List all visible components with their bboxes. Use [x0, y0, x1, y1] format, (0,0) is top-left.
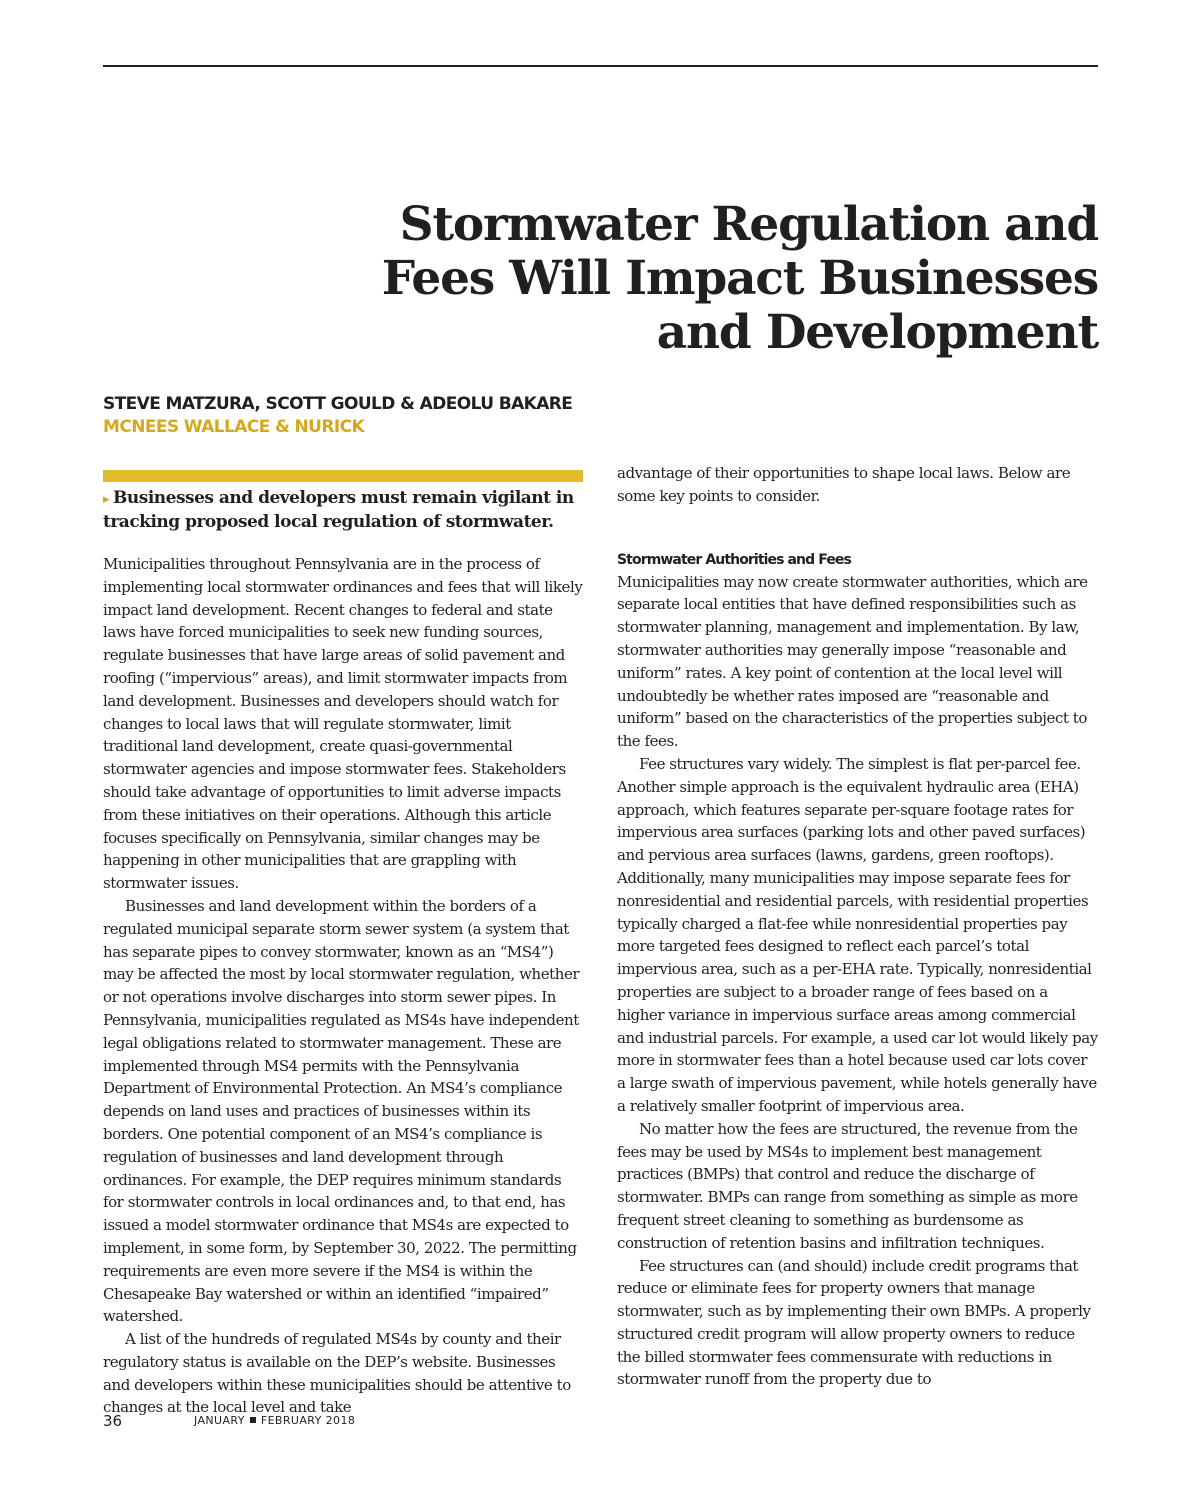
- page-number: 36: [103, 1412, 123, 1430]
- title-line-2: Fees Will Impact Businesses: [381, 251, 1098, 306]
- pullquote-bar: [103, 470, 583, 482]
- pullquote-arrow-icon: ▸: [103, 492, 110, 507]
- top-rule: [103, 65, 1098, 67]
- right-paragraph-1: Municipalities may now create stormwater authorities, which are separate local entities that have defined responsibilities such as stormwater planning, management and implementation. By law, stormwater authorities may generally impose “reasonable and uniform” rates. A key point of contention at the local level will undoubtedly be whether rates imposed are “reasonable and uniform” based on the characteristics of the properties subject to the fees.: [617, 572, 1088, 751]
- title-line-1: Stormwater Regulation and: [399, 197, 1098, 252]
- pullquote: [103, 487, 585, 533]
- article-authors: STEVE MATZURA, SCOTT GOULD & ADEOLU BAKARE: [103, 394, 573, 414]
- right-paragraph-3: No matter how the fees are structured, the revenue from the fees may be used by MS4s to implement best management practices (BMPs) that control and reduce the discharge of stormwater. BMPs can range from something as simple as more frequent street cleaning to something as burdensome as construction of retention basins and infiltration techniques.: [617, 1119, 1078, 1252]
- right-continuation: advantage of their opportunities to shape local laws. Below are some key points to consider.: [617, 464, 1071, 505]
- separator-square-icon: [250, 1417, 256, 1423]
- left-paragraph-2: Businesses and land development within the borders of a regulated municipal separate storm sewer system (a system that has separate pipes to convey stormwater, known as an “MS4”) may be affected the most by local stormwater regulation, whether or not operations involve discharges into storm sewer pipes. In Pennsylvania, municipalities regulated as MS4s have independent legal obligations related to stormwater management. These are implemented through MS4 permits with the Pennsylvania Department of Environmental Protection. An MS4’s compliance depends on land uses and practices of businesses within its borders. One potential component of an MS4’s compliance is regulation of businesses and land development through ordinances. For example, the DEP requires minimum standards for stormwater controls in local ordinances and, to that end, has issued a model stormwater ordinance that MS4s are expected to implement, in some form, by September 30, 2022. The permitting requirements are even more severe if the MS4 is within the Chesapeake Bay watershed or within an identified “impaired” watershed.: [103, 896, 580, 1326]
- section-subhead: Stormwater Authorities and Fees: [617, 551, 851, 568]
- left-column: [103, 553, 585, 1419]
- title-line-3: and Development: [656, 305, 1098, 360]
- issue-date: [194, 1414, 355, 1427]
- right-paragraph-4: Fee structures can (and should) include credit programs that reduce or eliminate fees for property owners that manage stormwater, such as by implementing their own BMPs. A properly structured credit program will allow property owners to reduce the billed stormwater fees commensurate with reductions in stormwater runoff from the property due to: [617, 1256, 1091, 1389]
- issue-month-1: JANUARY: [194, 1414, 245, 1427]
- pullquote-text: Businesses and developers must remain vigilant in tracking proposed local regulation of stormwater.: [103, 488, 574, 532]
- left-paragraph-3: A list of the hundreds of regulated MS4s by county and their regulatory status is available on the DEP’s website. Businesses and developers within these municipalities should be attentive to changes at the local level and take: [103, 1330, 571, 1417]
- article-title: [338, 198, 1098, 360]
- left-paragraph-1: Municipalities throughout Pennsylvania are in the process of implementing local stormwater ordinances and fees that will likely impact land development. Recent changes to federal and state laws have forced municipalities to seek new funding sources, regulate businesses that have large areas of solid pavement and roofing (“impervious” areas), and limit stormwater impacts from land development. Businesses and developers should watch for changes to local laws that will regulate stormwater, limit traditional land development, create quasi-governmental stormwater agencies and impose stormwater fees. Stakeholders should take advantage of opportunities to limit adverse impacts from these initiatives on their operations. Although this article focuses specifically on Pennsylvania, similar changes may be happening in other municipalities that are grappling with stormwater issues.: [103, 555, 583, 893]
- right-column: [617, 462, 1099, 1391]
- right-paragraph-2: Fee structures vary widely. The simplest is flat per-parcel fee. Another simple approach is the equivalent hydraulic area (EHA) approach, which features separate per-square footage rates for impervious area surfaces (parking lots and other paved surfaces) and pervious area surfaces (lawns, gardens, green rooftops). Additionally, many municipalities may impose separate fees for nonresidential and residential parcels, with residential properties typically charged a flat-fee while nonresidential properties pay more targeted fees designed to reflect each parcel’s total impervious area, such as a per-EHA rate. Typically, nonresidential properties are subject to a broader range of fees based on a higher variance in impervious surface areas among commercial and industrial parcels. For example, a used car lot would likely pay more in stormwater fees than a hotel because used car lots cover a large swath of impervious pavement, while hotels generally have a relatively smaller footprint of impervious area.: [617, 754, 1098, 1115]
- author-firm: MCNEES WALLACE & NURICK: [103, 417, 365, 437]
- issue-month-2: FEBRUARY 2018: [260, 1414, 356, 1427]
